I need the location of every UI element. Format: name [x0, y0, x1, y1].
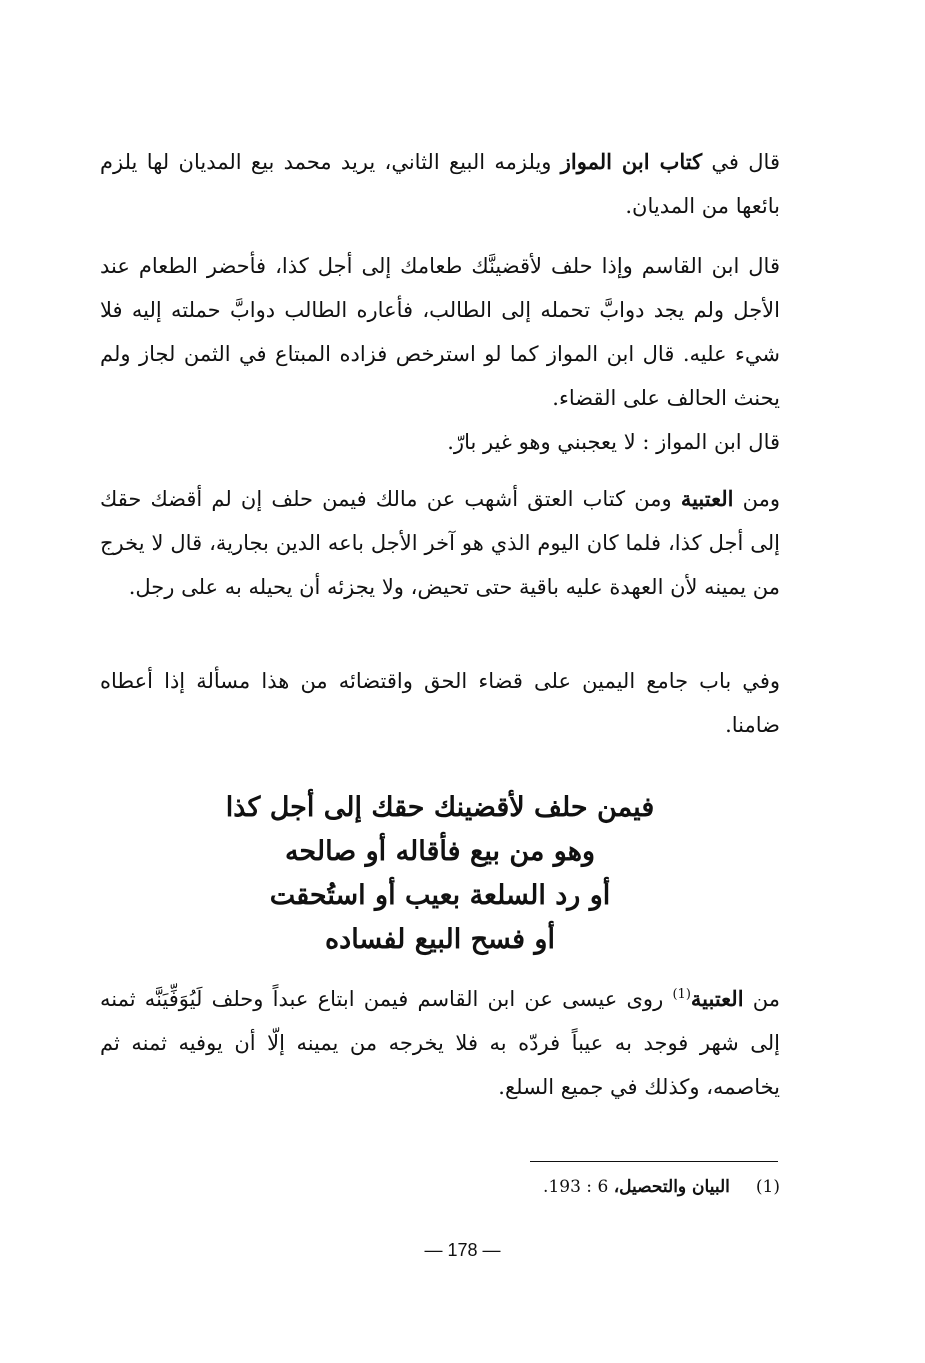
footnote-reference: (1) — [672, 987, 691, 1002]
paragraph-1-pre: قال في — [702, 150, 780, 174]
paragraph-1-post: ويلزمه البيع الثاني، يريد محمد بيع المديان لها يلزم بائعها من المديان. — [100, 150, 780, 218]
paragraph-6-post: روى عيسى عن ابن القاسم فيمن ابتاع عبداً وحلف لَيُوَفِّيَنَّه ثمنه إلى شهر فوجد به عيباً فردّه به فلا يخرجه من يمينه إلّا أن يوفيه ثمنه ثم يخاصمه، وكذلك في جميع السلع. — [100, 987, 780, 1099]
section-heading — [100, 786, 780, 962]
heading-line-1: فيمن حلف لأقضينك حقك إلى أجل كذا — [225, 792, 655, 823]
heading-line-4: أو فسح البيع لفساده — [325, 924, 555, 955]
paragraph-4-bold: العتبية — [680, 486, 734, 511]
paragraph-6-pre: من — [743, 987, 780, 1011]
footnote-ref: 6 : 193. — [543, 1177, 614, 1197]
paragraph-4 — [100, 477, 780, 609]
paragraph-3: قال ابن المواز : لا يعجبني وهو غير بارّ. — [447, 430, 780, 454]
paragraph-6 — [100, 973, 780, 1109]
paragraph-4-pre: ومن — [733, 487, 780, 511]
paragraph-1-bold: كتاب ابن المواز — [560, 149, 703, 174]
heading-line-2: وهو من بيع فأقاله أو صالحه — [284, 836, 596, 867]
footnote-separator — [530, 1161, 778, 1162]
paragraph-6-bold: العتبية — [690, 986, 744, 1011]
paragraph-4-post: ومن كتاب العتق أشهب عن مالك فيمن حلف إن لم أقضك حقك إلى أجل كذا، فلما كان اليوم الذي هو آخر الأجل باعه الدين بجارية، قال لا يخرج من يمينه لأن العهدة عليه باقية حتى تحيض، ولا يجزئه أن يحيله به على رجل. — [100, 487, 780, 599]
footnote-source: البيان والتحصيل، — [613, 1177, 730, 1197]
paragraph-1 — [100, 140, 780, 228]
footnote-number: (1) — [755, 1177, 780, 1197]
paragraph-5: وفي باب جامع اليمين على قضاء الحق واقتضائه من هذا مسألة إذا أعطاه ضامنا. — [100, 669, 780, 737]
footnote — [300, 1172, 780, 1202]
heading-line-3: أو رد السلعة بعيب أو استُحقت — [269, 880, 611, 911]
page-number: — 178 — — [424, 1240, 501, 1260]
paragraph-2: قال ابن القاسم وإذا حلف لأقضينَّك طعامك إلى أجل كذا، فأحضر الطعام عند الأجل ولم يجد دوابَّ تحمله إلى الطالب، فأعاره الطالب دوابَّ حملته إليه فلا شيء عليه. قال ابن المواز كما لو استرخص فزاده المبتاع في الثمن لجاز ولم يحنث الحالف على القضاء. — [100, 254, 780, 410]
